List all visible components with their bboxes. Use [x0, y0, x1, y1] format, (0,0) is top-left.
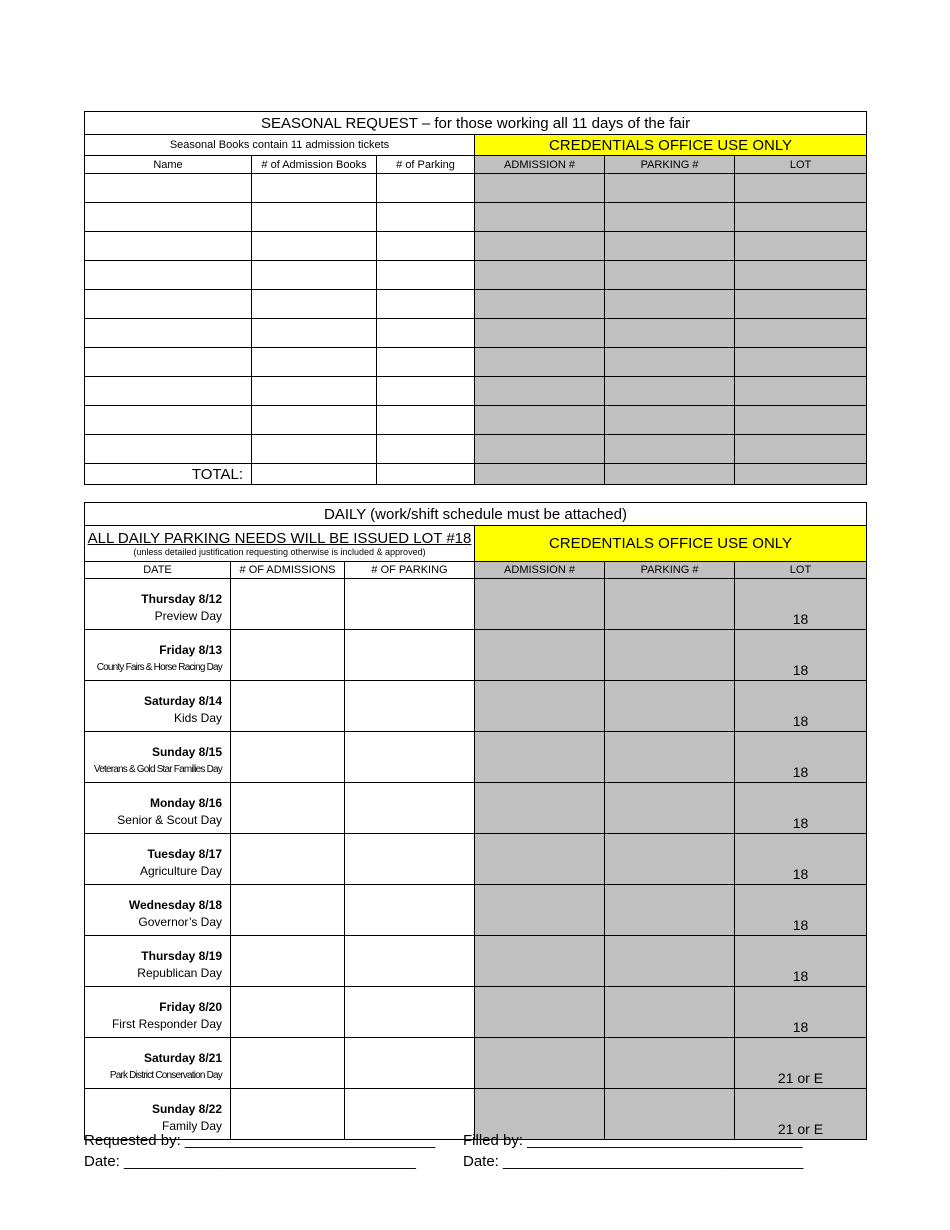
parking-number-office	[605, 1038, 735, 1089]
name-input[interactable]	[85, 174, 252, 203]
day-date: Thursday 8/19	[141, 949, 222, 963]
lot-value: 18	[735, 783, 867, 834]
day-cell	[85, 783, 231, 834]
daily-parking-input[interactable]	[345, 987, 475, 1038]
parking-number-office	[605, 290, 735, 319]
parking-number-office	[605, 203, 735, 232]
header-lot: LOT	[735, 156, 867, 174]
admission-number-office	[475, 203, 605, 232]
day-name: Preview Day	[154, 609, 222, 623]
day-date: Sunday 8/22	[151, 1102, 222, 1116]
day-cell	[85, 834, 231, 885]
seasonal-rows	[85, 174, 867, 464]
lot-value: 18	[735, 681, 867, 732]
parking-number-office	[605, 630, 735, 681]
admission-books-input[interactable]	[252, 174, 377, 203]
admissions-input[interactable]	[231, 987, 345, 1038]
parking-input[interactable]	[377, 261, 475, 290]
parking-input[interactable]	[377, 377, 475, 406]
daily-parking-input[interactable]	[345, 630, 475, 681]
lot-office	[735, 377, 867, 406]
parking-number-office	[605, 987, 735, 1038]
parking-number-office	[605, 232, 735, 261]
admissions-input[interactable]	[231, 783, 345, 834]
daily-parking-input[interactable]	[345, 834, 475, 885]
parking-number-office	[605, 579, 735, 630]
parking-input[interactable]	[377, 290, 475, 319]
day-cell	[85, 987, 231, 1038]
daily-parking-input[interactable]	[345, 1038, 475, 1089]
admission-number-office	[475, 783, 605, 834]
daily-parking-input[interactable]	[345, 885, 475, 936]
name-input[interactable]	[85, 232, 252, 261]
admission-books-input[interactable]	[252, 261, 377, 290]
header-parking-number: PARKING #	[605, 156, 735, 174]
table-row	[85, 681, 867, 732]
lot-value: 18	[735, 630, 867, 681]
table-row	[85, 290, 867, 319]
lot-office	[735, 435, 867, 464]
lot-note-sub: (unless detailed justification requesting otherwise is included & approved)	[133, 546, 426, 557]
lot-office	[735, 319, 867, 348]
admission-number-office	[475, 1038, 605, 1089]
day-name: Family Day	[161, 1119, 222, 1133]
table-row	[85, 885, 867, 936]
table-row	[85, 435, 867, 464]
name-input[interactable]	[85, 377, 252, 406]
admissions-input[interactable]	[231, 630, 345, 681]
admissions-input[interactable]	[231, 681, 345, 732]
lot-office	[735, 406, 867, 435]
parking-number-office	[605, 406, 735, 435]
admission-number-office	[475, 435, 605, 464]
day-date: Sunday 8/15	[151, 745, 222, 759]
day-name: Governor’s Day	[138, 915, 222, 929]
parking-number-office	[605, 936, 735, 987]
table-row	[85, 579, 867, 630]
table-row	[85, 174, 867, 203]
admission-number-office	[475, 732, 605, 783]
day-name: Agriculture Day	[139, 864, 222, 878]
day-date: Saturday 8/14	[143, 694, 222, 708]
day-cell	[85, 885, 231, 936]
admission-books-input[interactable]	[252, 319, 377, 348]
table-row	[85, 783, 867, 834]
lot-value: 18	[735, 936, 867, 987]
admission-books-input[interactable]	[252, 290, 377, 319]
lot-office	[735, 203, 867, 232]
daily-request-table	[84, 502, 867, 1140]
filled-by-line[interactable]: Filled by: _________________________________	[463, 1132, 803, 1149]
admissions-input[interactable]	[231, 1038, 345, 1089]
admission-books-input[interactable]	[252, 377, 377, 406]
day-name: Senior & Scout Day	[117, 813, 222, 827]
lot-value: 21 or E	[735, 1089, 867, 1140]
table-row	[85, 732, 867, 783]
requested-by-line[interactable]: Requested by: ______________________________	[84, 1132, 436, 1149]
lot-office	[735, 261, 867, 290]
parking-input[interactable]	[377, 435, 475, 464]
day-date: Friday 8/13	[159, 643, 222, 657]
day-date: Thursday 8/12	[141, 592, 222, 606]
total-parking-input[interactable]	[377, 464, 475, 485]
day-name: Veterans & Gold Star Families Day	[93, 764, 222, 775]
parking-number-office	[605, 834, 735, 885]
admission-number-office	[475, 936, 605, 987]
seasonal-request-table	[84, 111, 867, 485]
total-books-input[interactable]	[252, 464, 377, 485]
name-input[interactable]	[85, 261, 252, 290]
header-name: Name	[85, 156, 252, 174]
header-admission-books: # of Admission Books	[252, 156, 377, 174]
admission-number-office	[475, 630, 605, 681]
lot-value: 18	[735, 987, 867, 1038]
admissions-input[interactable]	[231, 936, 345, 987]
day-name: First Responder Day	[111, 1017, 222, 1031]
parking-input[interactable]	[377, 174, 475, 203]
day-cell	[85, 630, 231, 681]
admission-books-input[interactable]	[252, 406, 377, 435]
name-input[interactable]	[85, 406, 252, 435]
admission-number-office	[475, 681, 605, 732]
day-cell	[85, 936, 231, 987]
header-admissions: # OF ADMISSIONS	[231, 562, 345, 579]
daily-parking-input[interactable]	[345, 681, 475, 732]
admission-number-office	[475, 885, 605, 936]
parking-number-office	[605, 174, 735, 203]
table-row	[85, 261, 867, 290]
daily-office-label: CREDENTIALS OFFICE USE ONLY	[475, 526, 867, 562]
parking-input[interactable]	[377, 406, 475, 435]
daily-parking-input[interactable]	[345, 936, 475, 987]
admission-number-office	[475, 834, 605, 885]
daily-parking-input[interactable]	[345, 783, 475, 834]
name-input[interactable]	[85, 348, 252, 377]
parking-input[interactable]	[377, 319, 475, 348]
lot-value: 18	[735, 834, 867, 885]
table-row	[85, 1038, 867, 1089]
total-label: TOTAL:	[85, 464, 252, 485]
table-row	[85, 936, 867, 987]
name-input[interactable]	[85, 203, 252, 232]
admission-books-input[interactable]	[252, 203, 377, 232]
name-input[interactable]	[85, 319, 252, 348]
header-daily-parking-number: PARKING #	[605, 562, 735, 579]
parking-number-office	[605, 783, 735, 834]
admission-number-office	[475, 290, 605, 319]
header-admission-number: ADMISSION #	[475, 156, 605, 174]
lot-office	[735, 232, 867, 261]
day-cell	[85, 732, 231, 783]
day-name: County Fairs & Horse Racing Day	[96, 662, 222, 673]
parking-number-office	[605, 348, 735, 377]
parking-input[interactable]	[377, 203, 475, 232]
table-row	[85, 232, 867, 261]
day-date: Friday 8/20	[159, 1000, 222, 1014]
admission-number-office	[475, 377, 605, 406]
admission-books-input[interactable]	[252, 232, 377, 261]
daily-lot-note	[85, 526, 475, 562]
admission-number-office	[475, 261, 605, 290]
admission-books-input[interactable]	[252, 435, 377, 464]
table-row	[85, 348, 867, 377]
day-cell	[85, 681, 231, 732]
day-name: Park District Conservation Day	[109, 1070, 222, 1081]
table-row	[85, 377, 867, 406]
day-cell	[85, 1038, 231, 1089]
admission-number-office	[475, 232, 605, 261]
lot-value: 18	[735, 732, 867, 783]
parking-input[interactable]	[377, 348, 475, 377]
parking-number-office	[605, 261, 735, 290]
seasonal-note: Seasonal Books contain 11 admission tickets	[85, 135, 475, 156]
day-date: Tuesday 8/17	[147, 847, 222, 861]
table-row	[85, 987, 867, 1038]
lot-value: 21 or E	[735, 1038, 867, 1089]
lot-value: 18	[735, 579, 867, 630]
header-daily-admission-number: ADMISSION #	[475, 562, 605, 579]
lot-office	[735, 174, 867, 203]
requested-date-line[interactable]: Date: ___________________________________	[84, 1153, 416, 1170]
day-name: Republican Day	[137, 966, 222, 980]
header-daily-parking: # OF PARKING	[345, 562, 475, 579]
admission-books-input[interactable]	[252, 348, 377, 377]
day-date: Wednesday 8/18	[128, 898, 222, 912]
parking-number-office	[605, 885, 735, 936]
name-input[interactable]	[85, 435, 252, 464]
admission-number-office	[475, 579, 605, 630]
day-date: Saturday 8/21	[143, 1051, 222, 1065]
daily-parking-input[interactable]	[345, 579, 475, 630]
admissions-input[interactable]	[231, 834, 345, 885]
table-row	[85, 834, 867, 885]
seasonal-office-label: CREDENTIALS OFFICE USE ONLY	[475, 135, 867, 156]
seasonal-title: SEASONAL REQUEST – for those working all 11 days of the fair	[85, 112, 867, 135]
total-admission-office	[475, 464, 605, 485]
parking-number-office	[605, 377, 735, 406]
admission-number-office	[475, 406, 605, 435]
day-name: Kids Day	[173, 711, 222, 725]
name-input[interactable]	[85, 290, 252, 319]
daily-title: DAILY (work/shift schedule must be attached)	[85, 503, 867, 526]
admission-number-office	[475, 319, 605, 348]
admissions-input[interactable]	[231, 732, 345, 783]
parking-number-office	[605, 681, 735, 732]
day-cell	[85, 579, 231, 630]
header-daily-lot: LOT	[735, 562, 867, 579]
filled-date-line[interactable]: Date: ____________________________________	[463, 1153, 804, 1170]
parking-number-office	[605, 732, 735, 783]
table-row	[85, 630, 867, 681]
parking-number-office	[605, 319, 735, 348]
total-lot-office	[735, 464, 867, 485]
lot-office	[735, 348, 867, 377]
admission-number-office	[475, 987, 605, 1038]
parking-number-office	[605, 435, 735, 464]
lot-note-main: ALL DAILY PARKING NEEDS WILL BE ISSUED LOT #18	[87, 529, 472, 547]
lot-value: 18	[735, 885, 867, 936]
lot-office	[735, 290, 867, 319]
header-date: DATE	[85, 562, 231, 579]
header-parking: # of Parking	[377, 156, 475, 174]
admission-number-office	[475, 348, 605, 377]
admission-number-office	[475, 174, 605, 203]
daily-parking-input[interactable]	[345, 732, 475, 783]
table-row	[85, 406, 867, 435]
total-parking-office	[605, 464, 735, 485]
table-row	[85, 203, 867, 232]
admissions-input[interactable]	[231, 579, 345, 630]
day-date: Monday 8/16	[149, 796, 222, 810]
table-row	[85, 319, 867, 348]
admissions-input[interactable]	[231, 885, 345, 936]
daily-rows	[85, 579, 867, 1140]
parking-input[interactable]	[377, 232, 475, 261]
